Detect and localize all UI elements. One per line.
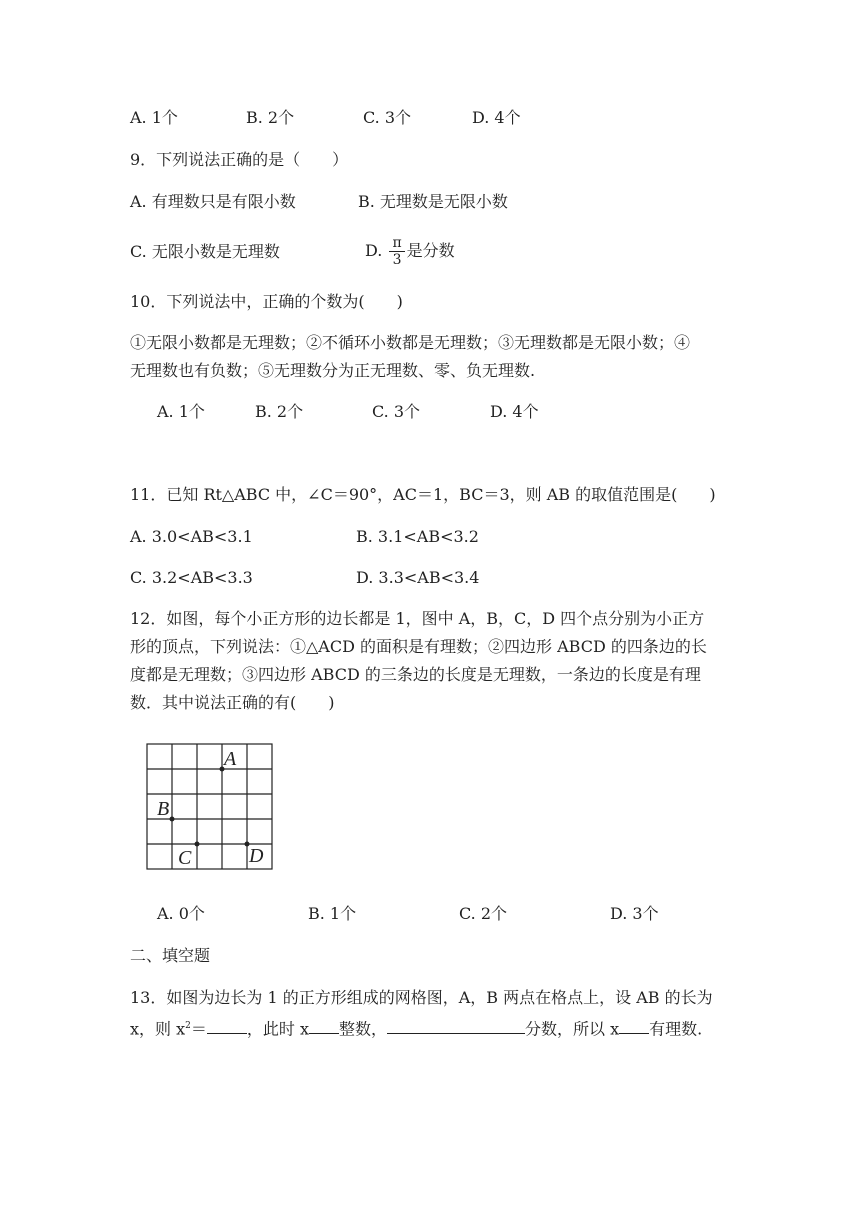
q12-option-a: A. 0个 — [157, 904, 205, 923]
q13-superscript: 2 — [185, 1021, 191, 1031]
q12-stem-line1: 12．如图，每个小正方形的边长都是 1，图中 A，B，C，D 四个点分别为小正方 — [130, 609, 705, 628]
label-d: D — [249, 845, 264, 867]
q13-stem-line2 — [130, 1016, 702, 1039]
pi-over-three-fraction — [389, 235, 404, 268]
q10-option-c: C. 3个 — [372, 402, 421, 421]
blank-1[interactable] — [207, 1017, 247, 1034]
q13-part-a: x，则 x — [130, 1019, 186, 1039]
q9-option-c: C. 无限小数是无理数 — [130, 242, 280, 261]
label-c: C — [178, 847, 192, 869]
q10-stem: 10．下列说法中，正确的个数为( ) — [130, 292, 403, 311]
q13-part-b: ＝ — [190, 1019, 207, 1039]
q11-option-c: C. 3.2<AB<3.3 — [130, 568, 253, 587]
q11-stem: 11．已知 Rt△ABC 中，∠C＝90°，AC＝1，BC＝3，则 AB 的取值范围是( ) — [130, 485, 716, 504]
q8-option-c: C. 3个 — [363, 108, 412, 127]
q8-option-d: D. 4个 — [472, 108, 521, 127]
q9-stem: 9．下列说法正确的是（ ） — [130, 150, 349, 169]
q9-option-d-suffix: 是分数 — [406, 241, 455, 260]
q13-part-f: 有理数. — [649, 1019, 703, 1039]
q9-option-b: B. 无理数是无限小数 — [358, 192, 508, 211]
q13-part-c: ，此时 x — [246, 1019, 310, 1039]
point-b — [170, 817, 175, 822]
q13-part-e: 分数，所以 x — [525, 1019, 620, 1039]
q10-option-a: A. 1个 — [157, 402, 205, 421]
q12-option-d: D. 3个 — [610, 904, 659, 923]
q9-option-d — [365, 232, 455, 270]
label-a: A — [224, 748, 237, 770]
blank-3[interactable] — [387, 1017, 525, 1034]
q11-option-a: A. 3.0<AB<3.1 — [130, 527, 253, 546]
blank-2[interactable] — [309, 1017, 339, 1034]
q11-option-d: D. 3.3<AB<3.4 — [356, 568, 480, 587]
q9-option-d-prefix: D. — [365, 241, 383, 260]
q11-option-b: B. 3.1<AB<3.2 — [356, 527, 479, 546]
q10-option-d: D. 4个 — [490, 402, 539, 421]
q8-option-b: B. 2个 — [246, 108, 295, 127]
section-heading: 二、填空题 — [130, 946, 211, 965]
q13-part-d: 整数， — [339, 1019, 388, 1039]
blank-4[interactable] — [619, 1017, 649, 1034]
q12-stem-line4: 数．其中说法正确的有( ) — [130, 693, 335, 712]
fraction-denominator: 3 — [392, 252, 402, 268]
q12-option-b: B. 1个 — [308, 904, 357, 923]
q10-option-b: B. 2个 — [255, 402, 304, 421]
q8-option-a: A. 1个 — [130, 108, 178, 127]
q13-stem-line1: 13．如图为边长为 1 的正方形组成的网格图，A，B 两点在格点上，设 AB 的长为 — [130, 988, 713, 1007]
fraction-numerator: π — [389, 235, 404, 252]
q9-option-a: A. 有理数只是有限小数 — [130, 192, 296, 211]
q12-grid-figure — [140, 738, 280, 874]
q12-option-c: C. 2个 — [459, 904, 508, 923]
q10-statements-line2: 无理数也有负数；⑤无理数分为正无理数、零、负无理数. — [130, 361, 536, 380]
label-b: B — [157, 798, 170, 820]
q10-statements-line1: ①无限小数都是无理数；②不循环小数都是无理数；③无理数都是无限小数；④ — [130, 333, 691, 352]
q12-stem-line2: 形的顶点，下列说法：①△ACD 的面积是有理数；②四边形 ABCD 的四条边的长 — [130, 637, 707, 656]
q12-stem-line3: 度都是无理数；③四边形 ABCD 的三条边的长度是无理数，一条边的长度是有理 — [130, 665, 701, 684]
point-c — [195, 842, 200, 847]
